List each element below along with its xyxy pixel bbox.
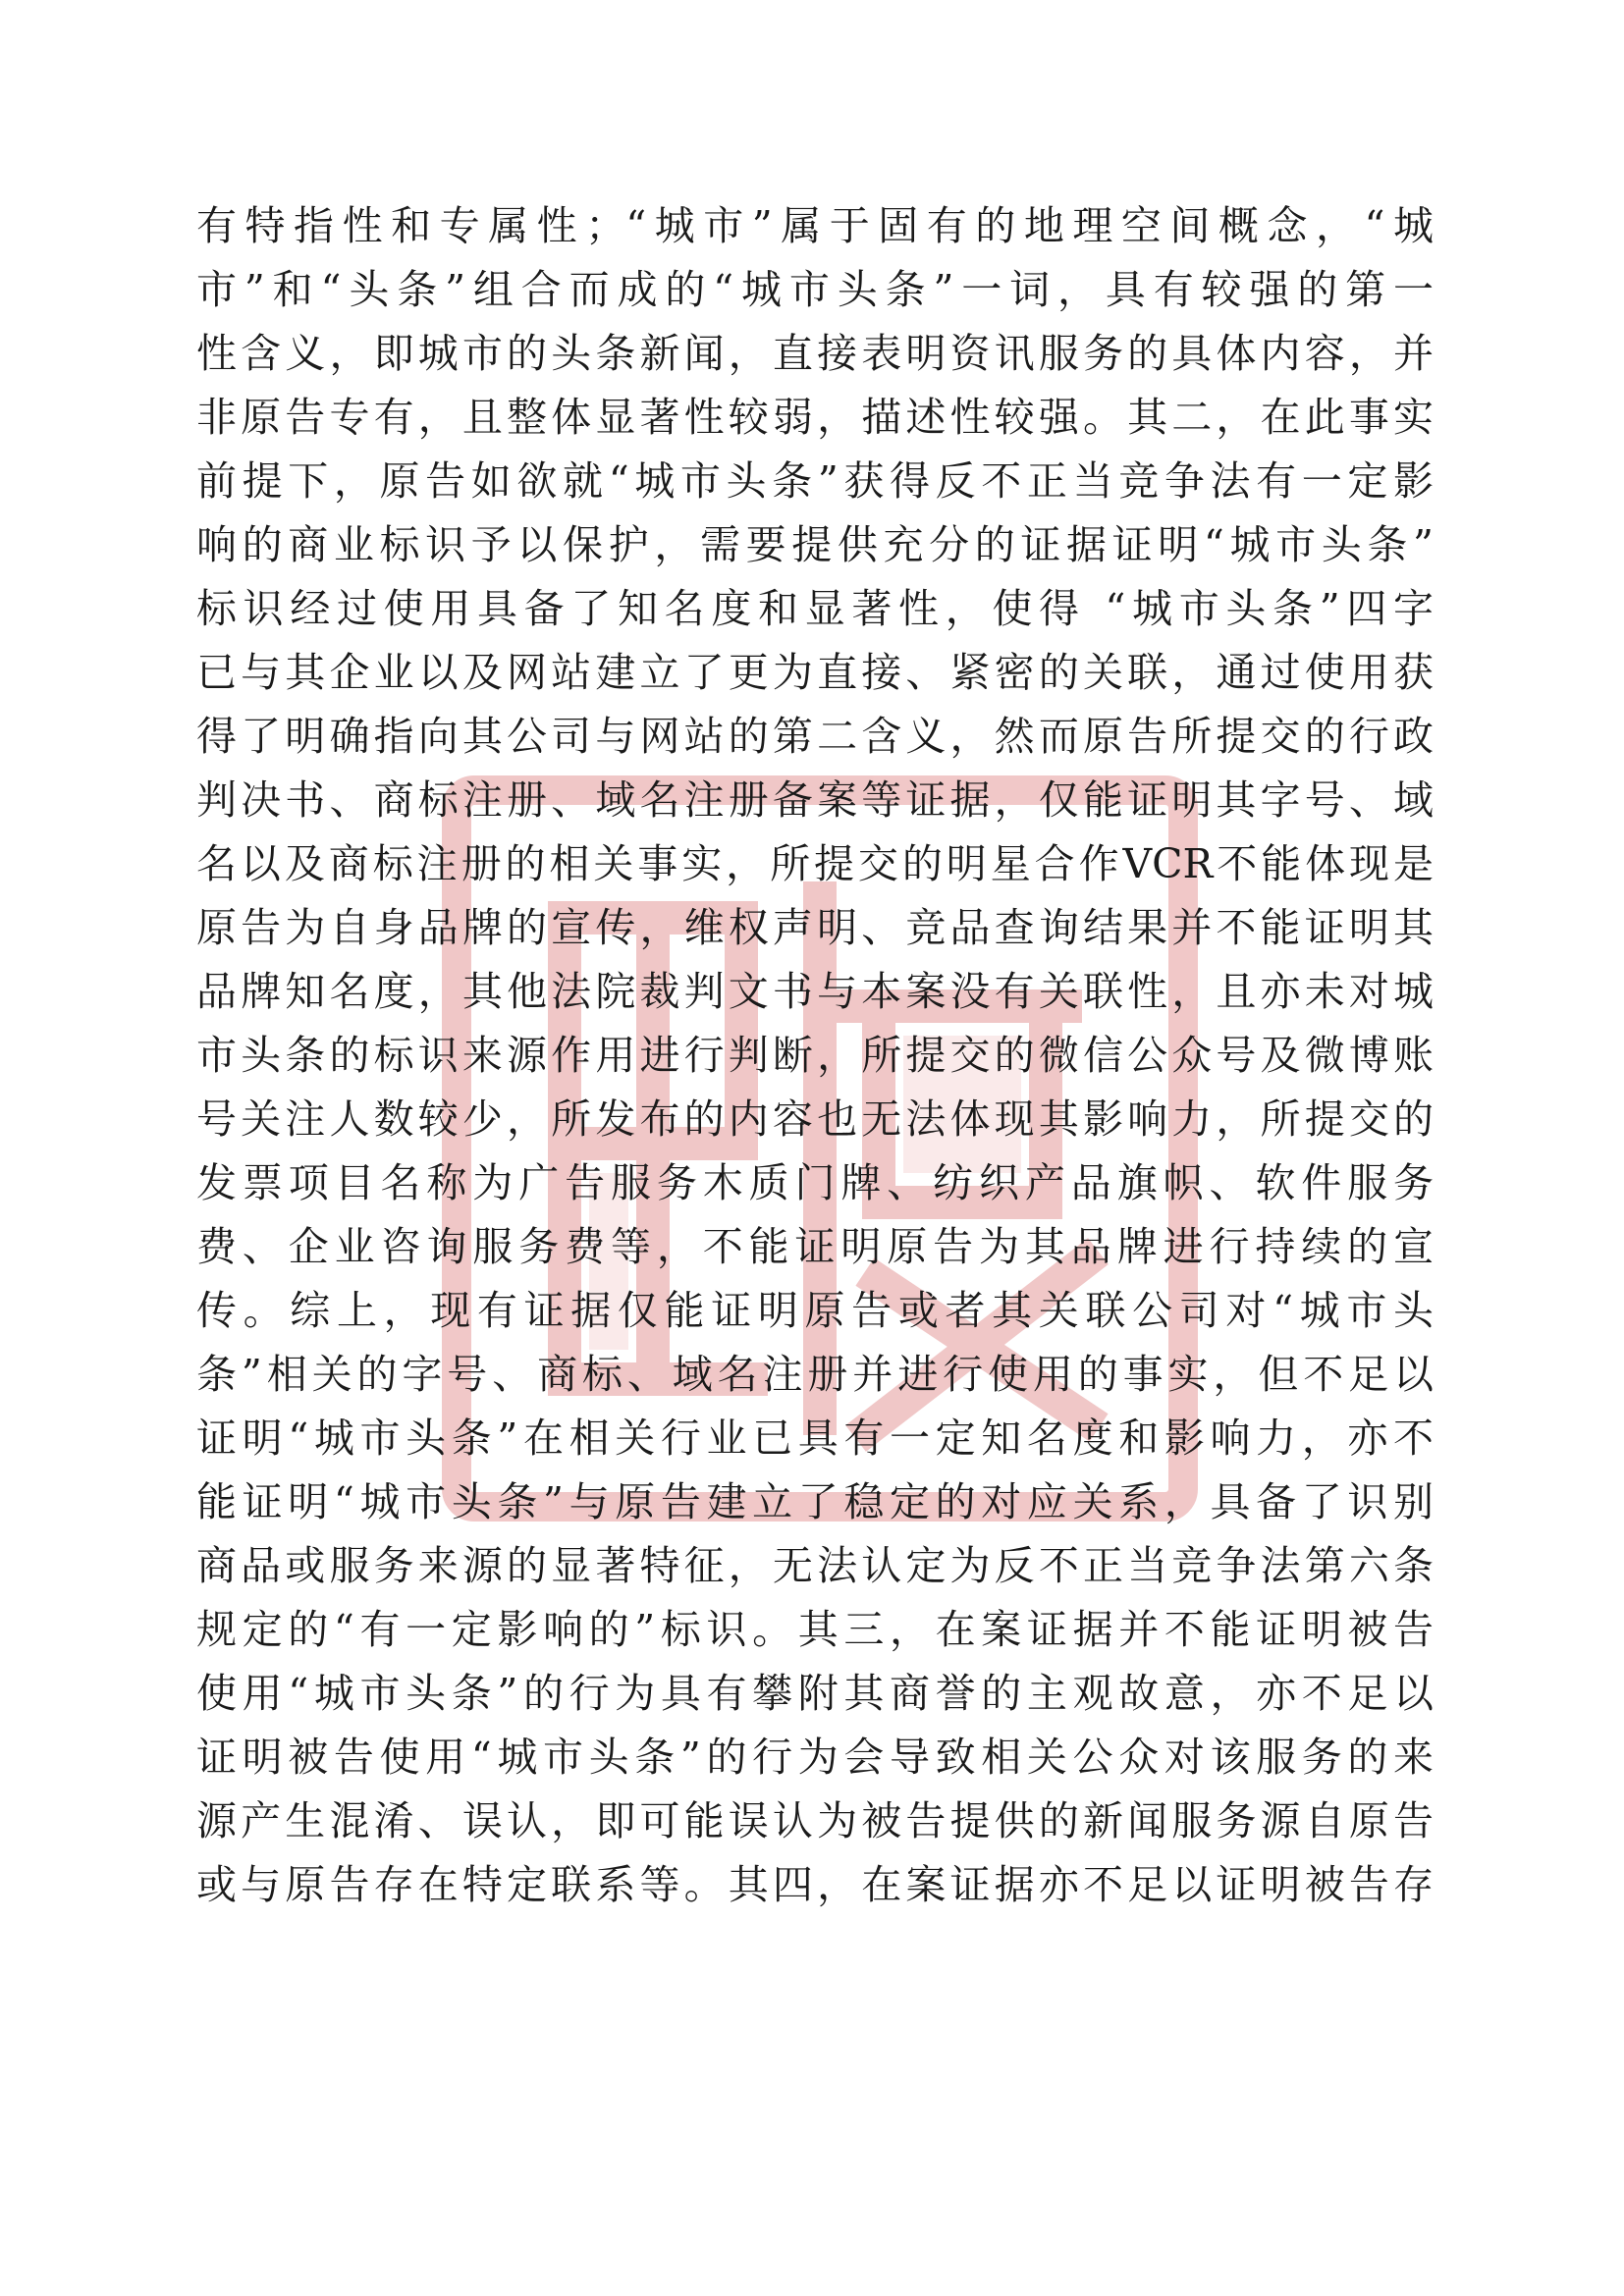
text-line: 名以及商标注册的相关事实，所提交的明星合作VCR不能体现是 [196, 840, 1434, 887]
text-line: 已与其企业以及网站建立了更为直接、紧密的关联，通过使用获 [196, 649, 1434, 696]
body-text [196, 194, 1434, 1917]
text-line: 市”和“头条”组合而成的“城市头条”一词，具有较强的第一 [196, 266, 1434, 313]
text-line: 传。综上，现有证据仅能证明原告或者其关联公司对“城市头 [196, 1287, 1434, 1334]
text-line: 使用“城市头条”的行为具有攀附其商誉的主观故意，亦不足以 [196, 1670, 1434, 1717]
text-line: 市头条的标识来源作用进行判断，所提交的微信公众号及微博账 [196, 1032, 1434, 1079]
text-line: 判决书、商标注册、域名注册备案等证据，仅能证明其字号、域 [196, 776, 1434, 824]
text-line: 证明“城市头条”在相关行业已具有一定知名度和影响力，亦不 [196, 1415, 1434, 1462]
text-line: 号关注人数较少，所发布的内容也无法体现其影响力，所提交的 [196, 1095, 1434, 1143]
text-line: 规定的“有一定影响的”标识。其三，在案证据并不能证明被告 [196, 1606, 1434, 1653]
text-line: 证明被告使用“城市头条”的行为会导致相关公众对该服务的来 [196, 1734, 1434, 1781]
text-line: 响的商业标识予以保护，需要提供充分的证据证明“城市头条” [196, 521, 1434, 568]
text-line: 品牌知名度，其他法院裁判文书与本案没有关联性，且亦未对城 [196, 968, 1434, 1015]
text-line: 发票项目名称为广告服务木质门牌、纺织产品旗帜、软件服务 [196, 1159, 1434, 1206]
text-line: 原告为自身品牌的宣传，维权声明、竞品查询结果并不能证明其 [196, 904, 1434, 951]
text-line: 或与原告存在特定联系等。其四，在案证据亦不足以证明被告存 [196, 1861, 1434, 1908]
text-line: 源产生混淆、误认，即可能误认为被告提供的新闻服务源自原告 [196, 1797, 1434, 1844]
text-line: 非原告专有，且整体显著性较弱，描述性较强。其二，在此事实 [196, 394, 1434, 441]
text-line: 条”相关的字号、商标、域名注册并进行使用的事实，但不足以 [196, 1351, 1434, 1398]
text-line: 能证明“城市头条”与原告建立了稳定的对应关系，具备了识别 [196, 1478, 1434, 1525]
text-line: 性含义，即城市的头条新闻，直接表明资讯服务的具体内容，并 [196, 330, 1434, 377]
text-line: 有特指性和专属性；“城市”属于固有的地理空间概念，“城 [196, 202, 1434, 249]
text-line: 前提下，原告如欲就“城市头条”获得反不正当竞争法有一定影 [196, 457, 1434, 505]
text-line: 得了明确指向其公司与网站的第二含义，然而原告所提交的行政 [196, 713, 1434, 760]
text-line: 费、企业咨询服务费等，不能证明原告为其品牌进行持续的宣 [196, 1223, 1434, 1270]
text-line: 商品或服务来源的显著特征，无法认定为反不正当竞争法第六条 [196, 1542, 1434, 1589]
text-line: 标识经过使用具备了知名度和显著性，使得 “城市头条”四字 [196, 585, 1434, 632]
